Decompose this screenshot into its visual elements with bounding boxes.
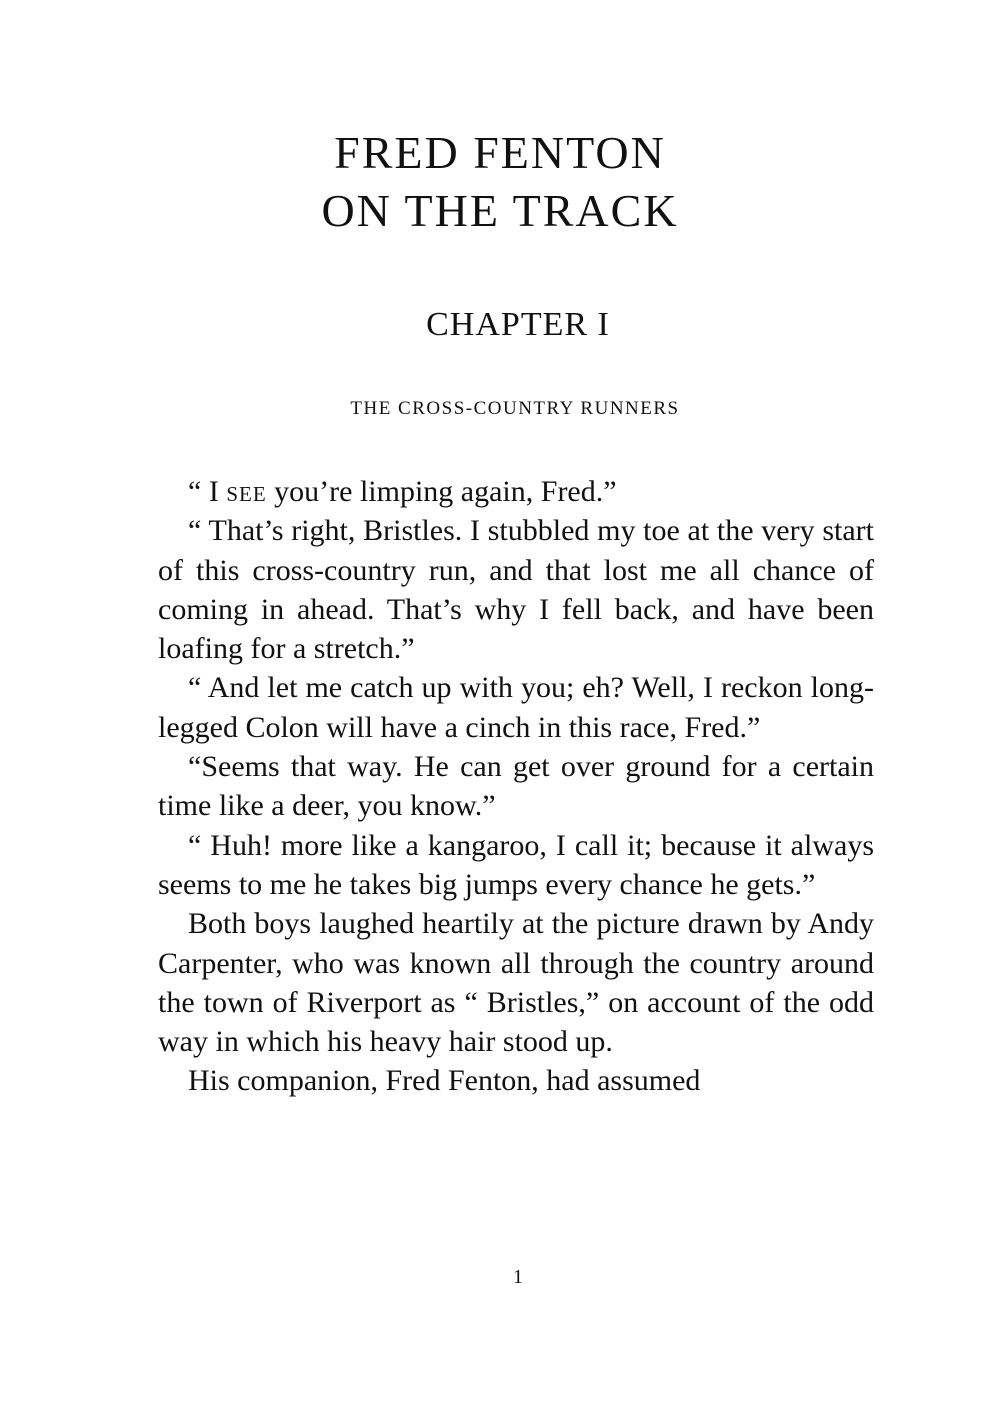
paragraph-6: Both boys laughed heartily at the picture drawn by Andy Carpenter, who was known all through the country around the town of Riverport as “ Bristles,” on account of the odd way in which his heavy hair stood up. [158, 907, 874, 1059]
paragraph-1-text: you’re limping again, Fred.” [266, 475, 617, 508]
page-number: 1 [513, 1266, 523, 1288]
paragraph-1 [158, 472, 874, 511]
book-title [0, 124, 1000, 240]
paragraph-2: “ That’s right, Bristles. I stubbled my toe at the very start of this cross-country run, and that lost me all chance of coming in ahead. That’s why I fell back, and have been loafing for a stretch.” [158, 514, 874, 666]
paragraph-1-smallcaps: see [226, 475, 267, 508]
paragraph-5: “ Huh! more like a kangaroo, I call it; because it always seems to me he takes big jumps every chance he gets.” [158, 828, 874, 901]
chapter-title: THE CROSS-COUNTRY RUNNERS [350, 398, 680, 419]
book-title-line-1: FRED FENTON [334, 127, 666, 178]
chapter-label: CHAPTER I [426, 306, 610, 343]
paragraph-7: His companion, Fred Fenton, had assumed [188, 1064, 701, 1098]
paragraph-1-lead: “ I [188, 475, 227, 508]
book-title-line-2: ON THE TRACK [321, 185, 679, 236]
paragraph-3: “ And let me catch up with you; eh? Well, I reckon long-legged Colon will have a cinch in this race, Fred.” [158, 671, 874, 744]
chapter-body [158, 472, 874, 1101]
paragraph-4: “Seems that way. He can get over ground for a certain time like a deer, you know.” [158, 750, 874, 823]
